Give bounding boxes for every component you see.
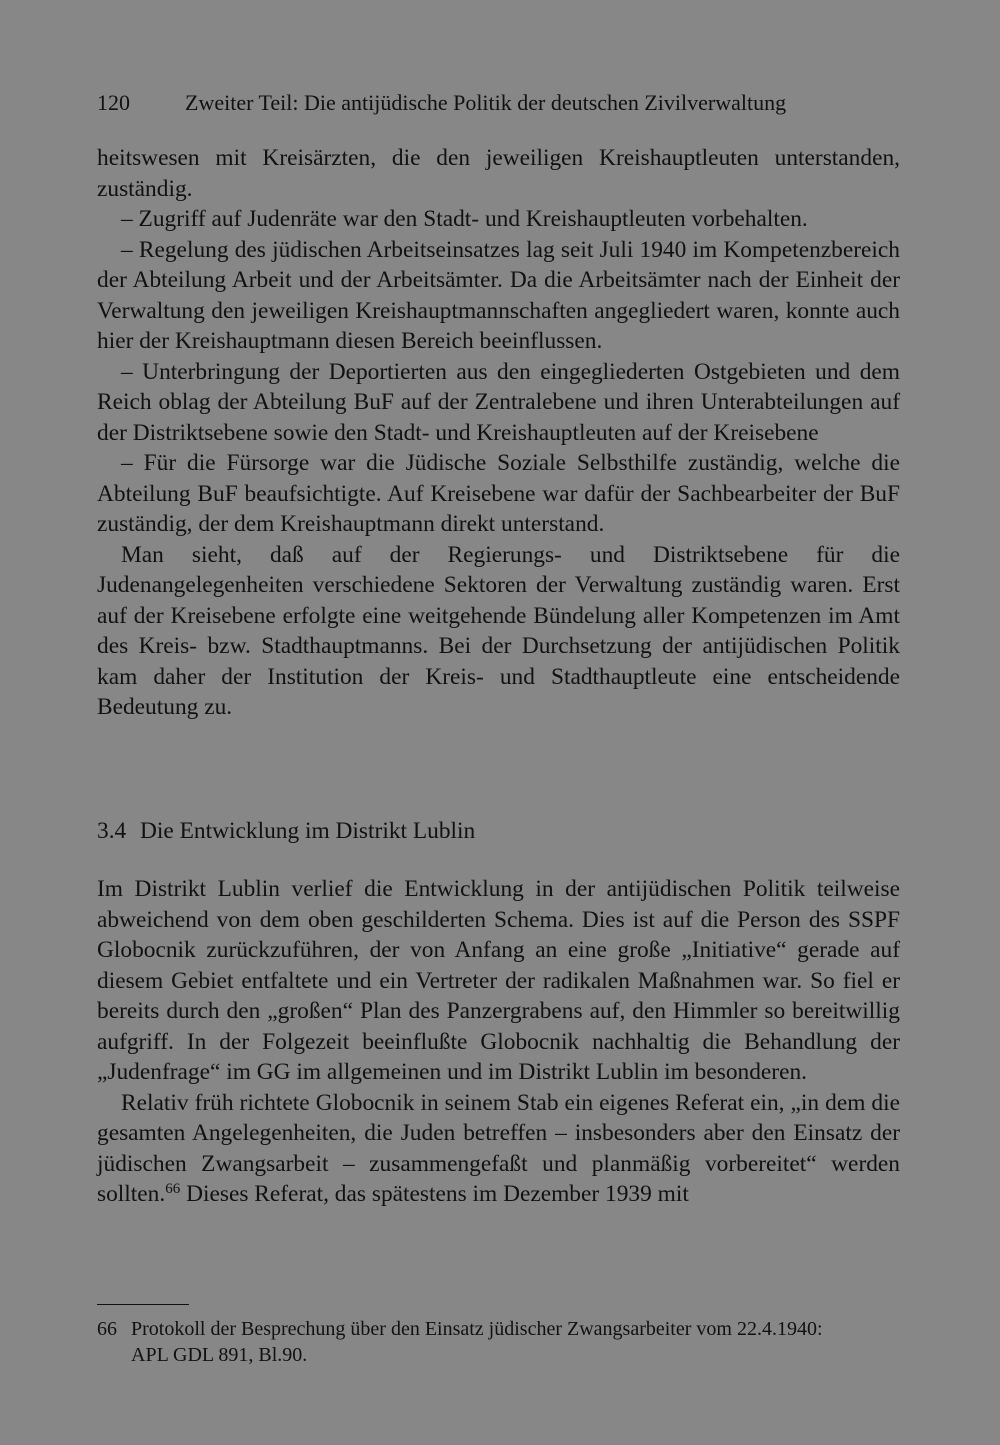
paragraph: – Zugriff auf Judenräte war den Stadt- und Kreishauptleuten vorbehalten. xyxy=(121,206,808,232)
paragraph-text: Relativ früh richtete Globocnik in seinem Stab ein eigenes Referat ein, „in dem die gesamten Angelegenheiten, die Juden betreffen – insbesonders aber den Einsatz der jüdischen Zwangsarbeit – zusammengefaßt und planmäßig vorbereitet“ werden sollten. xyxy=(97,1089,900,1207)
footnote xyxy=(97,1316,900,1368)
paragraph xyxy=(97,1088,900,1210)
paragraph: heitswesen mit Kreisärzten, die den jeweiligen Kreishauptleuten unterstanden, zuständig. xyxy=(97,145,900,202)
footnote-divider xyxy=(97,1304,189,1305)
paragraph: – Regelung des jüdischen Arbeitseinsatzes lag seit Juli 1940 im Kompetenzbereich der Abteilung Arbeit und der Arbeitsämter. Da die Arbeitsämter nach der Einheit der Verwaltung den jeweiligen Kreishauptmannschaften angegliedert waren, konnte auch hier der Kreishauptmann diesen Bereich beeinflussen. xyxy=(97,236,900,354)
footnote-line xyxy=(97,1316,900,1342)
body-text-block xyxy=(97,143,900,723)
page-number: 120 xyxy=(97,90,130,115)
paragraph: – Für die Fürsorge war die Jüdische Soziale Selbsthilfe zuständig, welche die Abteilung BuF beaufsichtigte. Auf Kreisebene war dafür der Sachbearbeiter der BuF zuständig, der dem Kreishauptmann direkt unterstand. xyxy=(97,450,900,537)
section-body-text xyxy=(97,874,900,1210)
footnote-reference[interactable]: 66 xyxy=(165,1181,181,1197)
section-number: 3.4 xyxy=(97,818,127,844)
paragraph: – Unterbringung der Deportierten aus den eingegliederten Ostgebieten und dem Reich oblag der Abteilung BuF auf der Zentralebene und ihren Unterabteilungen auf der Distriktsebene sowie den Stadt- und Kreishauptleuten auf der Kreisebene xyxy=(97,358,900,446)
section-title: Die Entwicklung im Distrikt Lublin xyxy=(140,818,476,844)
paragraph: Im Distrikt Lublin verlief die Entwicklung in der antijüdischen Politik teilweise abweichend von dem oben geschilderten Schema. Dies ist auf die Person des SSPF Globocnik zurückzuführen, der von Anfang an eine große „Initiative“ gerade auf diesem Gebiet entfaltete und ein Vertreter der radikalen Maßnahmen war. So fiel er bereits durch den „großen“ Plan des Panzergrabens auf, den Himmler so bereitwillig aufgriff. In der Folgezeit beeinflußte Globocnik nachhaltig die Behandlung der „Judenfrage“ im GG im allgemeinen und im Distrikt Lublin im besonderen. xyxy=(97,876,900,1085)
paragraph: Man sieht, daß auf der Regierungs- und Distriktsebene für die Judenangelegenheiten verschiedene Sektoren der Verwaltung zuständig waren. Erst auf der Kreisebene erfolgte eine weitgehende Bündelung aller Kompetenzen im Amt des Kreis- bzw. Stadthauptmanns. Bei der Durchsetzung der antijüdischen Politik kam daher der Institution der Kreis- und Stadthauptleute eine entscheidende Bedeutung zu. xyxy=(97,541,900,720)
footnote-text: Protokoll der Besprechung über den Einsatz jüdischer Zwangsarbeiter vom 22.4.1940: xyxy=(131,1318,823,1340)
page-header xyxy=(97,88,907,118)
section-heading xyxy=(97,816,900,846)
running-title: Zweiter Teil: Die antijüdische Politik der deutschen Zivilverwaltung xyxy=(185,90,787,115)
footnote-number: 66 xyxy=(97,1318,117,1340)
paragraph-continuation: Dieses Referat, das spätestens im Dezember 1939 mit xyxy=(180,1181,689,1207)
footnote-line: APL GDL 891, Bl.90. xyxy=(131,1344,308,1366)
